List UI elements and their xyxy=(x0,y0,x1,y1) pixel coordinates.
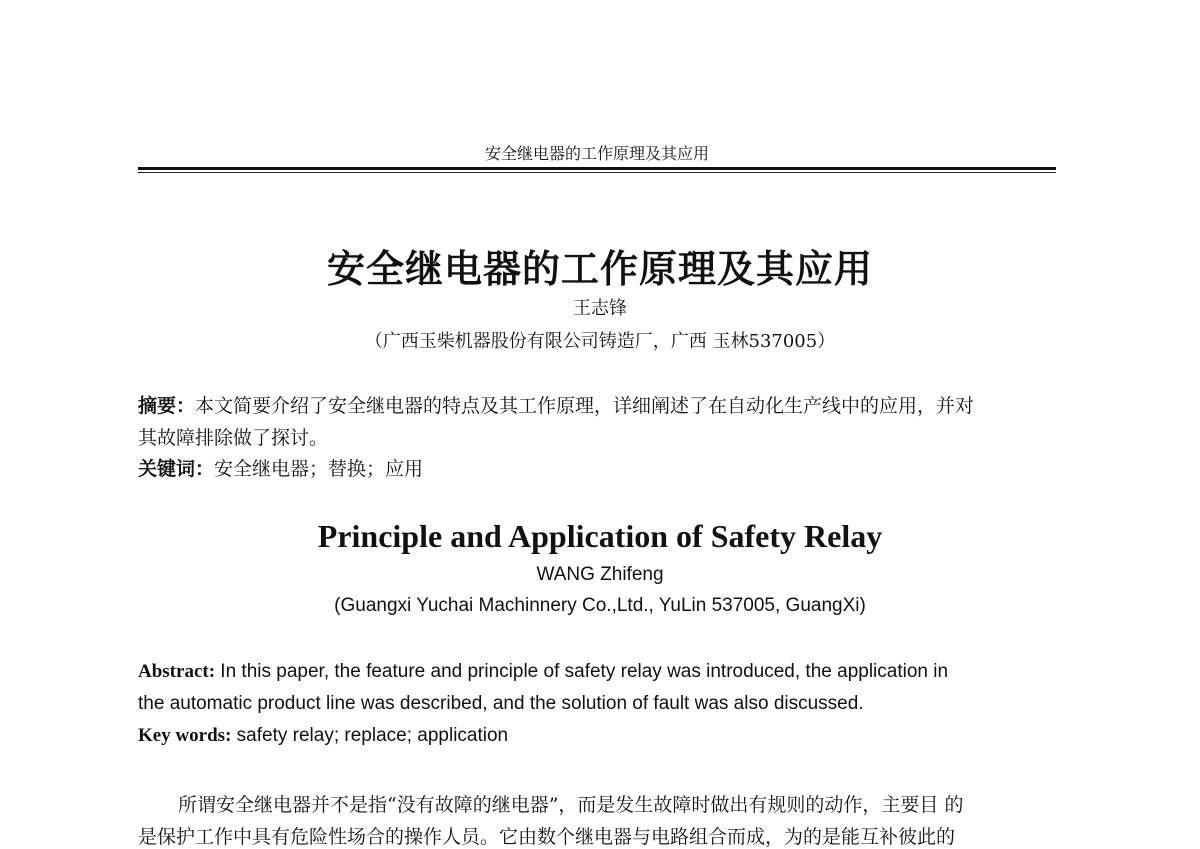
cn-affiliation: （广西玉柴机器股份有限公司铸造厂，广西 玉林537005） xyxy=(364,331,836,352)
en-abstract-label: Abstract: xyxy=(138,661,216,682)
cn-abstract-cont: 其故障排除做了探讨。 xyxy=(138,427,329,449)
cn-keywords-label: 关键词： xyxy=(138,458,215,480)
running-head: 安全继电器的工作原理及其应用 xyxy=(484,144,709,163)
en-keywords xyxy=(138,725,508,747)
en-affiliation: (Guangxi Yuchai Machinnery Co.,Ltd., YuLin 537005, GuangXi) xyxy=(334,595,866,616)
cn-title: 安全继电器的工作原理及其应用 xyxy=(326,247,873,291)
en-author: WANG Zhifeng xyxy=(536,564,664,585)
cn-abstract-text: 本文简要介绍了安全继电器的特点及其工作原理，详细阐述了在自动化生产线中的应用，并对 xyxy=(195,395,975,417)
header-rule xyxy=(138,167,1056,170)
cn-author: 王志锋 xyxy=(573,298,627,319)
cn-abstract-label: 摘要： xyxy=(138,395,196,417)
en-title: Principle and Application of Safety Relay xyxy=(317,518,883,554)
en-keywords-text: safety relay; replace; application xyxy=(231,725,509,746)
en-abstract-text: In this paper, the feature and principle of safety relay was introduced, the application in xyxy=(215,661,949,682)
en-abstract xyxy=(138,661,948,683)
body-paragraph-line: 所谓安全继电器并不是指“没有故障的继电器”，而是发生故障时做出有规则的动作，主要目 的 xyxy=(178,794,964,816)
cn-keywords-text: 安全继电器；替换；应用 xyxy=(214,458,424,480)
cn-keywords xyxy=(138,454,423,481)
header-rule-thin xyxy=(138,172,1056,173)
en-abstract-cont: the automatic product line was described, and the solution of fault was also discussed. xyxy=(138,693,864,714)
body-paragraph-line: 是保护工作中具有危险性场合的操作人员。它由数个继电器与电路组合而成，为的是能互补彼此的 xyxy=(138,826,956,848)
cn-abstract xyxy=(138,391,974,418)
en-keywords-label: Key words: xyxy=(138,725,232,746)
